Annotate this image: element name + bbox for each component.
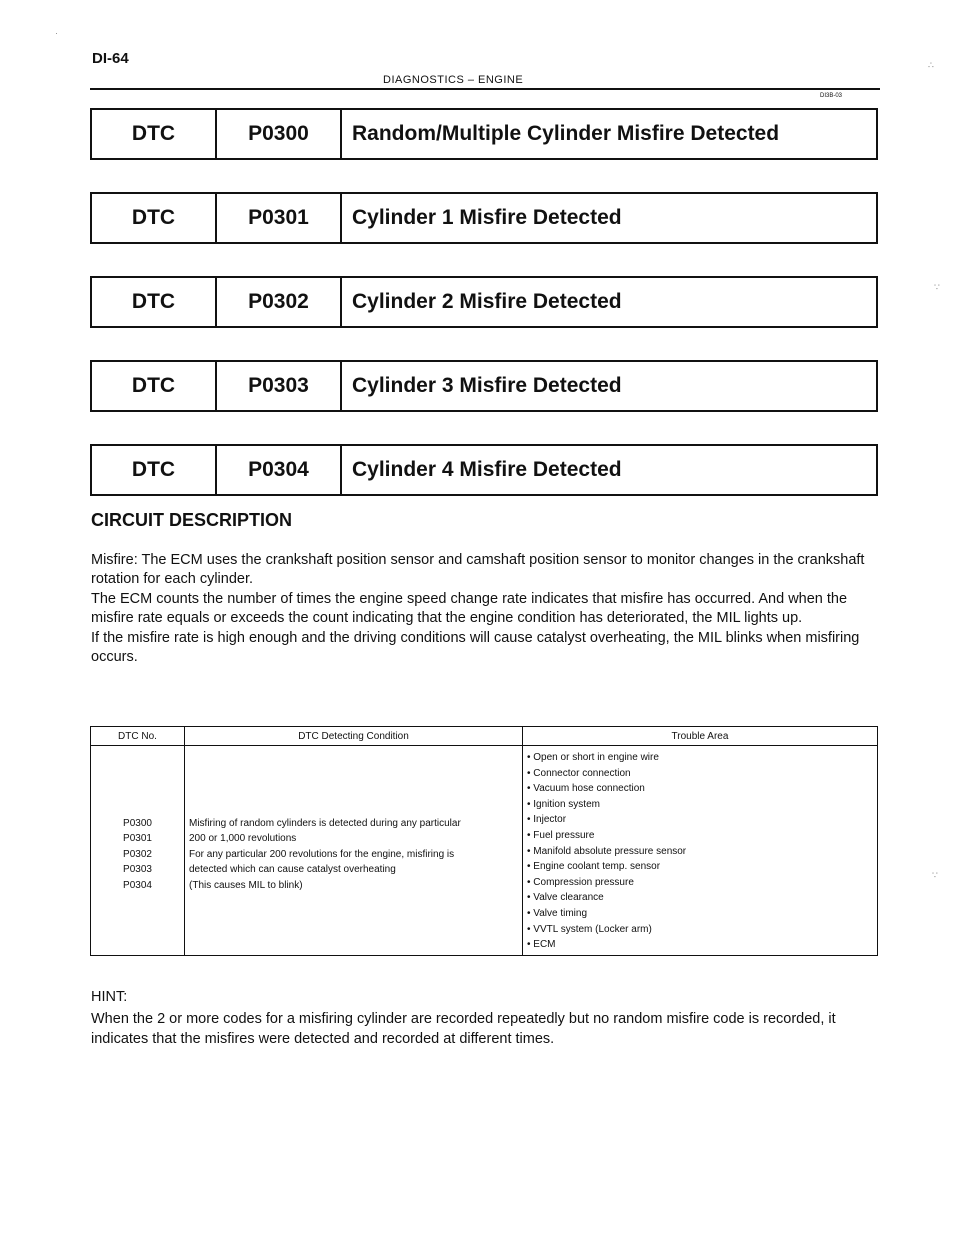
detecting-condition-cell	[185, 746, 523, 956]
header-rule	[90, 88, 880, 90]
trouble-area-item: • Ignition system	[527, 798, 600, 810]
dtc-title: Cylinder 1 Misfire Detected	[352, 206, 622, 229]
dtc-label: DTC	[92, 446, 217, 494]
dtc-header-box	[90, 360, 878, 412]
dtc-title: Random/Multiple Cylinder Misfire Detected	[352, 122, 780, 145]
dtc-label: DTC	[92, 362, 217, 410]
condition-line: (This causes MIL to blink)	[189, 879, 303, 891]
scan-speck: ∴	[928, 60, 934, 70]
dtc-condition-table	[90, 726, 878, 956]
trouble-area-item: • ECM	[527, 939, 556, 951]
page-number: DI-64	[92, 50, 129, 67]
scan-speck: ∵	[934, 282, 940, 292]
table-header-row	[91, 727, 878, 746]
condition-line: 200 or 1,000 revolutions	[189, 833, 297, 845]
dtc-codes-cell	[91, 746, 185, 956]
dtc-label: DTC	[92, 194, 217, 242]
dtc-title: Cylinder 2 Misfire Detected	[352, 290, 622, 313]
condition-line: For any particular 200 revolutions for the engine, misfiring is	[189, 848, 455, 860]
section-heading: CIRCUIT DESCRIPTION	[91, 510, 293, 530]
column-header-dtc-no: DTC No.	[91, 727, 185, 746]
dtc-header-box	[90, 192, 878, 244]
dtc-code: P0301	[217, 194, 342, 242]
trouble-area-item: • Manifold absolute pressure sensor	[527, 845, 687, 857]
dtc-code-item: P0301	[123, 833, 152, 845]
hint-label: HINT:	[91, 989, 128, 1005]
trouble-area-item: • Vacuum hose connection	[527, 783, 645, 795]
dtc-label: DTC	[92, 110, 217, 158]
description-paragraph: If the misfire rate is high enough and the driving conditions will cause catalyst overheating, the MIL blinks when misfiring occurs.	[91, 629, 860, 666]
dtc-code: P0304	[217, 446, 342, 494]
dtc-code: P0302	[217, 278, 342, 326]
dtc-code-item: P0304	[123, 879, 152, 891]
dtc-title: Cylinder 4 Misfire Detected	[352, 458, 622, 481]
table-row	[91, 746, 878, 956]
trouble-area-item: • VVTL system (Locker arm)	[527, 923, 652, 935]
condition-line: Misfiring of random cylinders is detected during any particular	[189, 818, 461, 829]
trouble-area-cell	[523, 746, 878, 956]
dtc-code-item: P0303	[123, 864, 152, 876]
hint-text: When the 2 or more codes for a misfiring cylinder are recorded repeatedly but no random misfire code is recorded, it indicates that the misfires were detected and recorded at different times.	[91, 1011, 836, 1047]
trouble-area-item: • Engine coolant temp. sensor	[527, 861, 661, 873]
trouble-area-item: • Valve timing	[527, 907, 588, 919]
running-head: DIAGNOSTICS – ENGINE	[383, 74, 524, 86]
description-paragraph: Misfire: The ECM uses the crankshaft position sensor and camshaft position sensor to monitor changes in the crankshaft rotation for each cylinder.	[91, 552, 865, 588]
trouble-area-item: • Compression pressure	[527, 876, 634, 888]
dtc-code-item: P0302	[123, 848, 152, 860]
dtc-code: P0300	[217, 110, 342, 158]
trouble-area-item: • Open or short in engine wire	[527, 752, 659, 763]
trouble-area-item: • Fuel pressure	[527, 829, 595, 841]
trouble-area-item: • Valve clearance	[527, 892, 604, 904]
scan-speck: ∵	[932, 870, 938, 880]
dtc-header-box	[90, 276, 878, 328]
dtc-title: Cylinder 3 Misfire Detected	[352, 374, 622, 397]
reference-code: DI3B-03	[820, 93, 843, 99]
dtc-header-box	[90, 108, 878, 160]
scan-speck: ·	[55, 28, 58, 38]
circuit-description	[91, 551, 881, 667]
trouble-area-item: • Connector connection	[527, 767, 631, 779]
trouble-area-item: • Injector	[527, 814, 567, 826]
dtc-code: P0303	[217, 362, 342, 410]
dtc-label: DTC	[92, 278, 217, 326]
dtc-header-box	[90, 444, 878, 496]
column-header-condition: DTC Detecting Condition	[185, 727, 523, 746]
condition-line: detected which can cause catalyst overheating	[189, 864, 396, 876]
column-header-trouble-area: Trouble Area	[523, 727, 878, 746]
description-paragraph: The ECM counts the number of times the engine speed change rate indicates that misfire has occurred. And when the misfire rate equals or exceeds the count indicating that the engine condition has deteriorated, the MIL lights up.	[91, 590, 848, 627]
dtc-code-item: P0300	[123, 818, 152, 829]
